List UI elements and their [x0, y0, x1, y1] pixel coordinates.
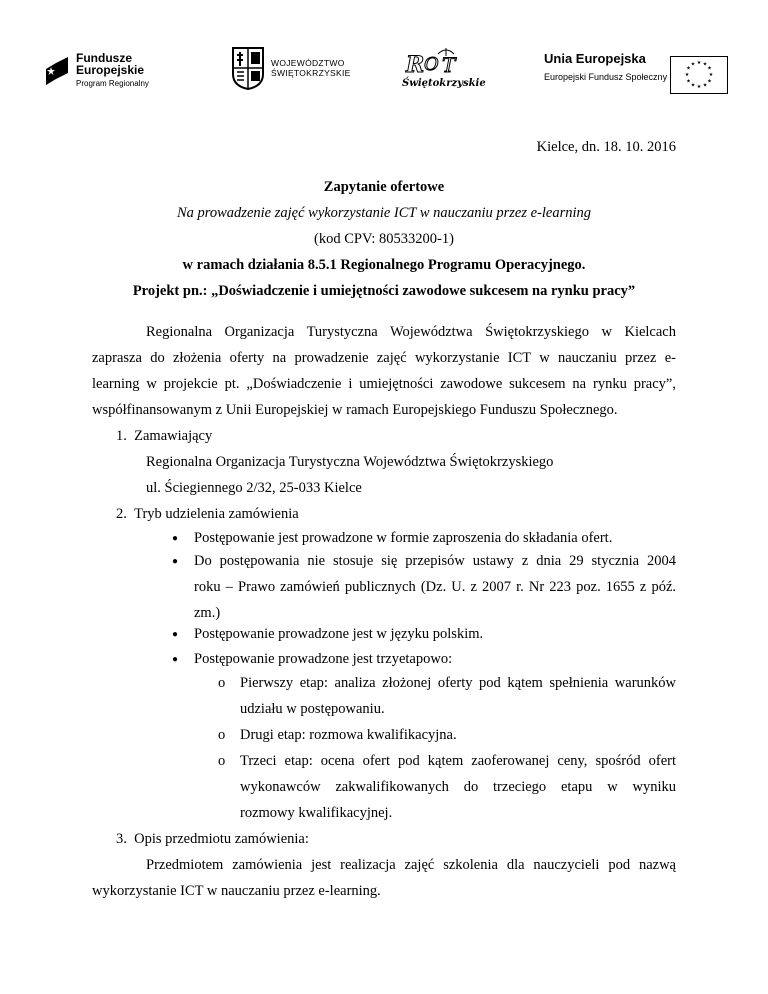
section-3-heading: 3. Opis przedmiotu zamówienia:: [116, 831, 309, 847]
bullet-icon: ●: [172, 629, 179, 640]
fundusze-europejskie-logo: [42, 52, 149, 90]
svg-text:★: ★: [690, 61, 696, 68]
bullet-icon: ●: [172, 556, 179, 567]
rot-caption: Świętokrzyskie: [402, 78, 486, 89]
section-3-paragraph-line-2: wykorzystanie ICT w nauczaniu przez e-learning.: [92, 883, 381, 899]
stage-3-line-1: Trzeci etap: ocena ofert pod kątem zaoferowanej ceny, spośród ofert: [240, 753, 676, 769]
svg-text:★: ★: [702, 82, 708, 89]
bullet-icon: ●: [172, 654, 179, 665]
bullet-2-line-2: roku – Prawo zamówień publicznych (Dz. U. z 2007 r. Nr 223 poz. 1655 z póź.: [194, 579, 676, 595]
circle-bullet-icon: o: [218, 675, 226, 691]
intro-line-2: zaprasza do złożenia oferty na prowadzenie zajęć wykorzystanie ICT w nauczaniu przez e-: [92, 350, 676, 366]
stage-3-line-3: rozmowy kwalifikacyjnej.: [240, 805, 393, 821]
svg-text:O: O: [424, 54, 439, 75]
stage-1-line-1: Pierwszy etap: analiza złożonej oferty pod kątem spełnienia warunków: [240, 675, 676, 691]
svg-text:★: ★: [686, 65, 691, 72]
fe-star-flag-icon: [42, 55, 70, 87]
section-2-heading: 2. Tryb udzielenia zamówienia: [116, 506, 299, 522]
program-action: w ramach działania 8.5.1 Regionalnego Programu Operacyjnego.: [182, 257, 586, 273]
stage-2: Drugi etap: rozmowa kwalifikacyjna.: [240, 727, 457, 743]
ue-line1: Unia Europejska: [544, 51, 646, 66]
svg-text:★: ★: [707, 78, 712, 85]
svg-text:★: ★: [708, 72, 714, 78]
svg-text:R: R: [406, 52, 425, 78]
rot-logo: [398, 44, 486, 89]
svg-text:★: ★: [690, 82, 696, 89]
woj-line1: WOJEWÓDZTWO: [271, 58, 345, 68]
bullet-icon: ●: [172, 533, 179, 544]
bullet-3: Postępowanie prowadzone jest w języku polskim.: [194, 626, 484, 642]
bullet-2-line-3: zm.): [194, 605, 221, 621]
bullet-4: Postępowanie prowadzone jest trzyetapowo:: [194, 651, 453, 667]
header-logos: [0, 40, 768, 104]
coat-of-arms-icon: [231, 46, 265, 90]
bullet-2-line-1: Do postępowania nie stosuje się przepisów ustawy z dnia 29 stycznia 2004: [194, 553, 676, 569]
section-1-heading: 1. Zamawiający: [116, 428, 213, 444]
svg-text:T: T: [442, 53, 456, 77]
svg-text:★: ★: [707, 65, 712, 72]
intro-line-1: Regionalna Organizacja Turystyczna Województwa Świętokrzyskiego w Kielcach: [146, 324, 676, 340]
ue-line2: Europejski Fundusz Społeczny: [544, 72, 668, 82]
bullet-1: Postępowanie jest prowadzone w formie zaproszenia do składania ofert.: [194, 530, 613, 546]
stage-1-line-2: udziału w postępowaniu.: [240, 701, 385, 717]
svg-text:★: ★: [696, 84, 702, 90]
cpv-code: (kod CPV: 80533200-1): [314, 231, 454, 247]
intro-line-4: współfinansowanym z Unii Europejskiej w ramach Europejskiego Funduszu Społecznego.: [92, 402, 618, 418]
section-3-paragraph-line-1: Przedmiotem zamówienia jest realizacja zajęć szkolenia dla nauczycieli pod nazwą: [146, 857, 676, 873]
wojewodztwo-logo: [231, 46, 351, 90]
contracting-authority-name: Regionalna Organizacja Turystyczna Województwa Świętokrzyskiego: [146, 454, 554, 470]
document-title: Zapytanie ofertowe: [323, 179, 445, 195]
fe-line3: Program Regionalny: [76, 79, 149, 88]
svg-text:★: ★: [702, 61, 708, 68]
project-name: Projekt pn.: „Doświadczenie i umiejętności zawodowe sukcesem na rynku pracy”: [132, 283, 636, 299]
document-subtitle: Na prowadzenie zajęć wykorzystanie ICT w nauczaniu przez e-learning: [176, 205, 592, 221]
fe-line1: Fundusze: [76, 51, 132, 65]
contracting-authority-address: ul. Ściegiennego 2/32, 25-033 Kielce: [146, 480, 362, 496]
svg-text:★: ★: [686, 78, 691, 85]
svg-text:★: ★: [696, 60, 702, 66]
stage-3-line-2: wykonawców zakwalifikowanych do trzeciego etapu w wyniku: [240, 779, 676, 795]
woj-line2: ŚWIĘTOKRZYSKIE: [271, 68, 351, 78]
fe-line2: Europejskie: [76, 63, 145, 77]
intro-line-3: learning w projekcie pt. „Doświadczenie i umiejętności zawodowe sukcesem na rynku pracy”,: [92, 376, 676, 392]
ue-label: [544, 52, 667, 84]
eu-flag-icon: [670, 56, 728, 94]
svg-text:★: ★: [684, 72, 690, 78]
rot-graphic-icon: [398, 44, 464, 82]
document-date: Kielce, dn. 18. 10. 2016: [536, 139, 676, 155]
circle-bullet-icon: o: [218, 727, 226, 743]
circle-bullet-icon: o: [218, 753, 226, 769]
